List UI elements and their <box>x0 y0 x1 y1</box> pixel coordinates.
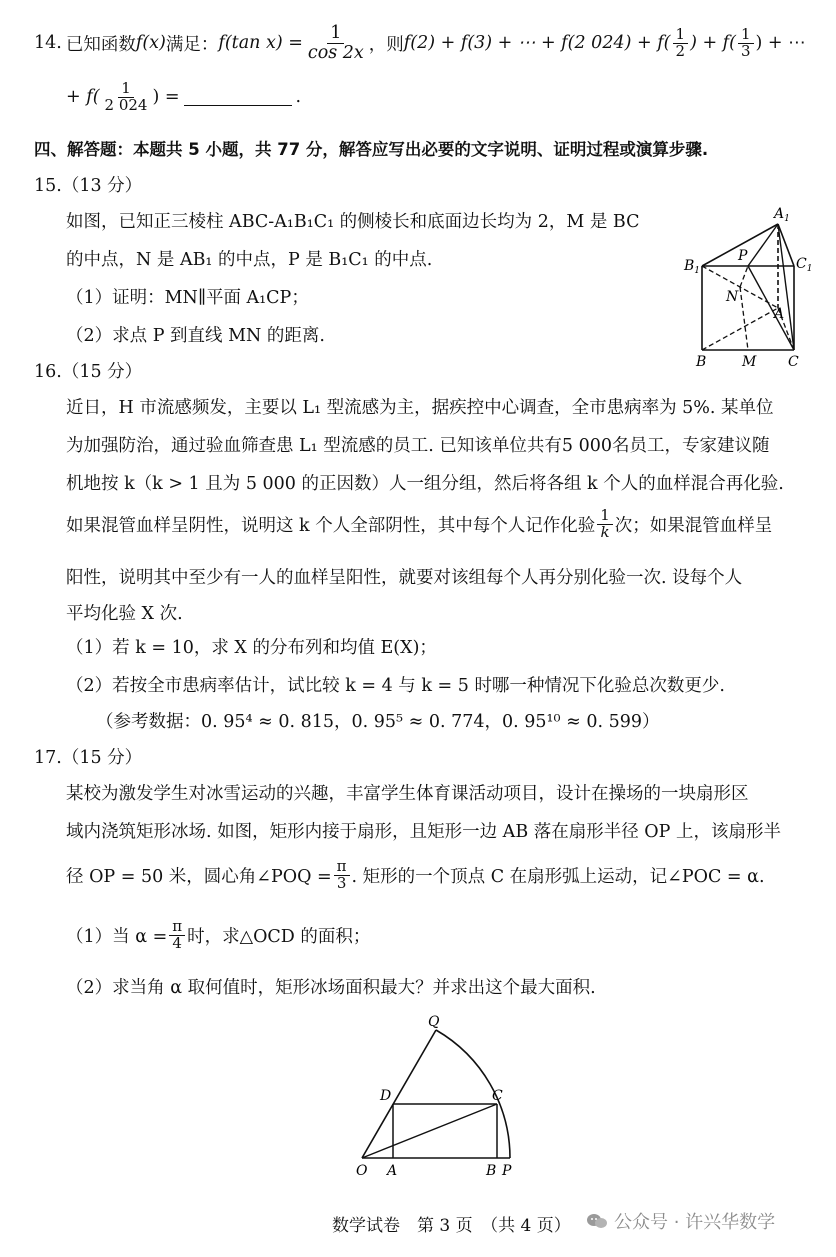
q14-ftan: f(tan x) = <box>218 33 303 53</box>
q14-line2-a: + f( <box>66 87 100 107</box>
q14-number: 14. <box>34 33 62 53</box>
q17-part-2: （2）求当角 α 取何值时，矩形冰场面积最大？并求出这个最大面积. <box>66 978 596 998</box>
q17-angle-fraction: $\frac{\pi}{3}$ <box>334 859 350 892</box>
q16-line4-b: 次；如果混管血样呈 <box>614 515 773 536</box>
q14-line-1 <box>34 22 806 64</box>
label-N: N <box>726 289 739 305</box>
q17-header: 17.（15 分） <box>34 748 143 768</box>
q15-line: 的中点，N 是 AB₁ 的中点，P 是 B₁C₁ 的中点. <box>66 250 433 270</box>
q16-line4-a: 如果混管血样呈阴性，说明这 k 个人全部阴性，其中每个人记作化验 <box>66 515 596 536</box>
q15-header: 15.（13 分） <box>34 176 143 196</box>
q14-then: ，则 <box>368 34 404 55</box>
q14-sum: f(2) + f(3) + ⋯ + f(2 024) + f( <box>403 33 671 53</box>
q16-line-4 <box>66 502 772 546</box>
label-O: O <box>356 1163 368 1179</box>
label-C: C <box>788 354 799 370</box>
label-D: D <box>380 1088 392 1104</box>
q15-part-1: （1）证明：MN∥平面 A₁CP； <box>66 288 309 308</box>
label-P: P <box>502 1163 512 1179</box>
prism-figure <box>680 200 820 370</box>
watermark <box>586 1208 775 1234</box>
q15-line: 如图，已知正三棱柱 ABC-A₁B₁C₁ 的侧棱长和底面边长均为 2，M 是 BC <box>66 212 640 232</box>
q14-half: $\frac{1}{2}$ <box>673 27 689 60</box>
q17-line3-a: 径 OP = 50 米，圆心角∠POQ = <box>66 866 332 887</box>
q14-intro: 已知函数 <box>65 34 136 55</box>
q14-last-fraction: $\frac{1}{2 024}$ <box>104 78 148 114</box>
q16-part-2: （2）若按全市患病率估计，试比较 k = 4 与 k = 5 时哪一种情况下化验总次数更少. <box>66 676 725 696</box>
label-P: P <box>738 248 748 264</box>
label-C: C <box>492 1088 503 1104</box>
label-B: B <box>696 354 707 370</box>
q14-fx: f(x) <box>135 33 166 53</box>
q17-part1-a: （1）当 α = <box>66 926 168 947</box>
q17-part1-b: 时，求△OCD 的面积； <box>187 926 371 947</box>
watermark-text: 公众号 · 许兴华数学 <box>614 1212 776 1233</box>
q16-line: 阳性，说明其中至少有一人的血样呈阳性，就要对该组每个人再分别化验一次. 设每个人 <box>66 568 743 588</box>
q14-tail: ) + ⋯ <box>755 33 806 53</box>
wechat-icon <box>586 1212 608 1230</box>
q16-line: 近日，H 市流感频发，主要以 L₁ 型流感为主，据疾控中心调查，全市患病率为 5%. 某单位 <box>66 398 774 418</box>
q17-part-1 <box>66 912 370 958</box>
q14-third: $\frac{1}{3}$ <box>738 27 754 60</box>
label-B: B <box>486 1163 497 1179</box>
q15-part-2: （2）求点 P 到直线 MN 的距离. <box>66 326 325 346</box>
q16-line: 为加强防治，通过验血筛查患 L₁ 型流感的员工. 已知该单位共有5 000名员工，专家建议随 <box>66 436 770 456</box>
label-B1: $B_1$ <box>684 258 701 276</box>
q16-line: 平均化验 X 次. <box>66 604 183 624</box>
label-A: A <box>774 306 785 322</box>
q16-part-1: （1）若 k = 10，求 X 的分布列和均值 E(X)； <box>66 638 437 658</box>
q14-mid: ) + f( <box>690 33 736 53</box>
q14-satisfies: 满足： <box>165 34 219 55</box>
q16-fraction: $\frac{1}{k}$ <box>597 508 613 541</box>
q17-line: 某校为激发学生对冰雪运动的兴趣，丰富学生体育课活动项目，设计在操场的一块扇形区 <box>66 784 749 804</box>
q14-period: . <box>295 87 302 107</box>
sector-figure <box>340 1012 530 1180</box>
q17-line3-b: . 矩形的一个顶点 C 在扇形弧上运动，记∠POC = α. <box>351 866 765 887</box>
q16-line: 机地按 k（k > 1 且为 5 000 的正因数）人一组分组，然后将各组 k 个人的血样混合再化验. <box>66 474 784 494</box>
label-Q: Q <box>428 1014 440 1030</box>
q17-line: 域内浇筑矩形冰场. 如图，矩形内接于扇形，且矩形一边 AB 落在扇形半径 OP 上，该扇形半 <box>66 822 781 842</box>
q16-reference: （参考数据：0. 95⁴ ≈ 0. 815，0. 95⁵ ≈ 0. 774，0. 95¹⁰ ≈ 0. 599） <box>96 712 660 732</box>
label-A1: $A_1$ <box>774 206 790 224</box>
q14-line-2 <box>66 76 301 118</box>
q14-fraction: $\frac{1}{\cos 2x}$ <box>307 23 364 63</box>
q16-header: 16.（15 分） <box>34 362 143 382</box>
label-M: M <box>742 354 757 370</box>
page-footer: 数学试卷 第 3 页 （共 4 页） <box>332 1216 571 1236</box>
label-A: A <box>387 1163 398 1179</box>
q17-part1-fraction: $\frac{\pi}{4}$ <box>169 919 185 952</box>
q14-line2-b: ) = <box>152 87 180 107</box>
label-C1: $C_1$ <box>796 256 813 274</box>
q17-line-3 <box>66 852 765 898</box>
section-heading: 四、解答题：本题共 5 小题，共 77 分，解答应写出必要的文字说明、证明过程或演算步骤. <box>34 140 709 159</box>
answer-blank <box>184 89 292 106</box>
